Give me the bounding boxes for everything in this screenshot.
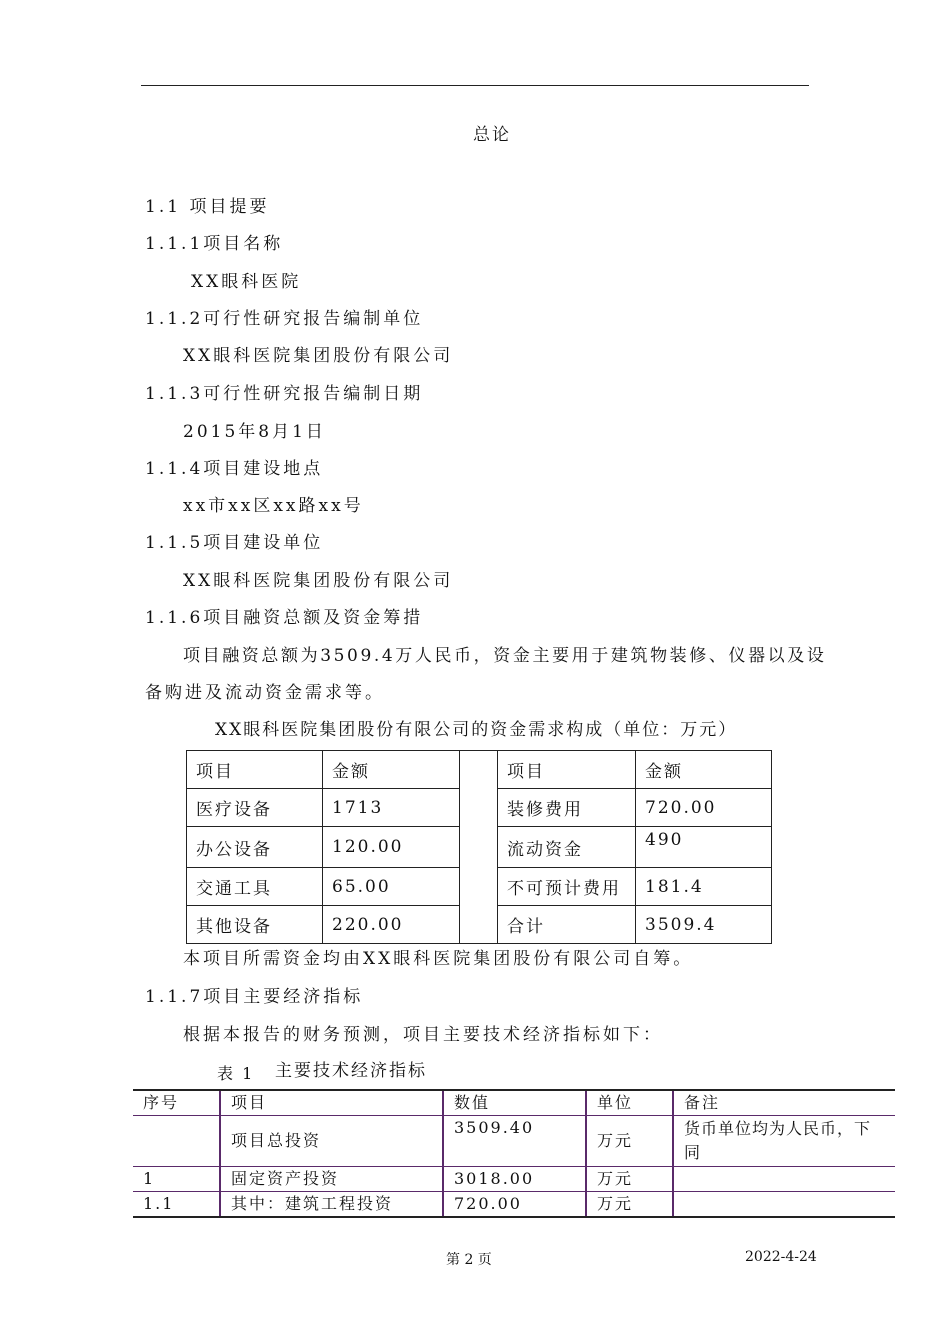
indicator-cell: 3018.00	[443, 1167, 586, 1192]
page-number: 第 2 页	[446, 1252, 492, 1268]
indicator-cell: 720.00	[443, 1192, 586, 1218]
indicator-header-cell: 项目	[220, 1090, 443, 1116]
fund-cell: 220.00	[323, 906, 460, 944]
fund-cell: 其他设备	[187, 906, 323, 944]
indicator-cell	[133, 1116, 220, 1167]
fund-cell: 办公设备	[187, 827, 323, 868]
section-1-1-6-heading: 1.1.6项目融资总额及资金筹措	[145, 608, 424, 628]
fund-cell: 490	[636, 827, 772, 868]
indicator-cell: 1.1	[133, 1192, 220, 1218]
indicator-cell: 货币单位均为人民币，下同	[673, 1116, 895, 1167]
builder-unit: XX眼科医院集团股份有限公司	[183, 571, 454, 591]
indicator-cell	[673, 1192, 895, 1218]
fund-table-caption: XX眼科医院集团股份有限公司的资金需求构成（单位：万元）	[215, 720, 738, 740]
fund-cell: 120.00	[323, 827, 460, 868]
funding-paragraph-line1: 项目融资总额为3509.4万人民币，资金主要用于建筑物装修、仪器以及设	[183, 646, 827, 666]
indicator-cell: 万元	[586, 1167, 673, 1192]
indicator-table-row	[133, 1192, 895, 1218]
fund-cell: 720.00	[636, 789, 772, 827]
table1-label: 表 1	[217, 1064, 255, 1083]
funding-paragraph-line2: 备购进及流动资金需求等。	[145, 683, 385, 703]
fund-table-gap	[460, 751, 498, 944]
fund-cell: 不可预计费用	[498, 868, 636, 906]
indicator-intro: 根据本报告的财务预测，项目主要技术经济指标如下：	[183, 1025, 663, 1045]
fund-header-cell: 金额	[636, 751, 772, 789]
header-rule	[141, 85, 809, 86]
table1-title: 主要技术经济指标	[275, 1061, 427, 1081]
fund-cell: 181.4	[636, 868, 772, 906]
indicator-header-cell: 备注	[673, 1090, 895, 1116]
indicator-cell: 固定资产投资	[220, 1167, 443, 1192]
report-unit: XX眼科医院集团股份有限公司	[183, 346, 454, 366]
fund-cell: 65.00	[323, 868, 460, 906]
indicator-cell: 万元	[586, 1192, 673, 1218]
report-date: 2015年8月1日	[183, 422, 326, 442]
fund-cell: 1713	[323, 789, 460, 827]
indicator-table-row	[133, 1116, 895, 1167]
fund-header-cell: 项目	[498, 751, 636, 789]
project-location: xx市xx区xx路xx号	[183, 496, 364, 516]
page-title: 总论	[473, 125, 511, 145]
fund-cell: 医疗设备	[187, 789, 323, 827]
fund-cell: 合计	[498, 906, 636, 944]
section-1-1-4-heading: 1.1.4项目建设地点	[145, 459, 324, 479]
project-name: XX眼科医院	[191, 272, 302, 292]
fund-cell: 3509.4	[636, 906, 772, 944]
fund-note: 本项目所需资金均由XX眼科医院集团股份有限公司自筹。	[183, 949, 694, 969]
indicator-table	[133, 1089, 895, 1218]
indicator-header-cell: 数值	[443, 1090, 586, 1116]
indicator-cell: 万元	[586, 1116, 673, 1167]
fund-table	[186, 750, 772, 944]
indicator-cell: 1	[133, 1167, 220, 1192]
indicator-cell: 其中：建筑工程投资	[220, 1192, 443, 1218]
fund-header-cell: 项目	[187, 751, 323, 789]
section-1-1-2-heading: 1.1.2可行性研究报告编制单位	[145, 309, 424, 329]
indicator-header-cell: 序号	[133, 1090, 220, 1116]
section-1-1-7-heading: 1.1.7项目主要经济指标	[145, 987, 364, 1007]
footer-date: 2022-4-24	[745, 1249, 817, 1265]
fund-header-cell: 金额	[323, 751, 460, 789]
indicator-table-header	[133, 1090, 895, 1116]
section-1-1-heading: 1.1 项目提要	[145, 197, 270, 217]
indicator-table-row	[133, 1167, 895, 1192]
fund-table-header	[187, 751, 772, 789]
indicator-cell: 项目总投资	[220, 1116, 443, 1167]
section-1-1-5-heading: 1.1.5项目建设单位	[145, 533, 324, 553]
indicator-cell: 3509.40	[443, 1116, 586, 1167]
fund-cell: 流动资金	[498, 827, 636, 868]
fund-cell: 装修费用	[498, 789, 636, 827]
fund-cell: 交通工具	[187, 868, 323, 906]
indicator-cell	[673, 1167, 895, 1192]
section-1-1-3-heading: 1.1.3可行性研究报告编制日期	[145, 384, 424, 404]
section-1-1-1-heading: 1.1.1项目名称	[145, 234, 284, 254]
indicator-header-cell: 单位	[586, 1090, 673, 1116]
